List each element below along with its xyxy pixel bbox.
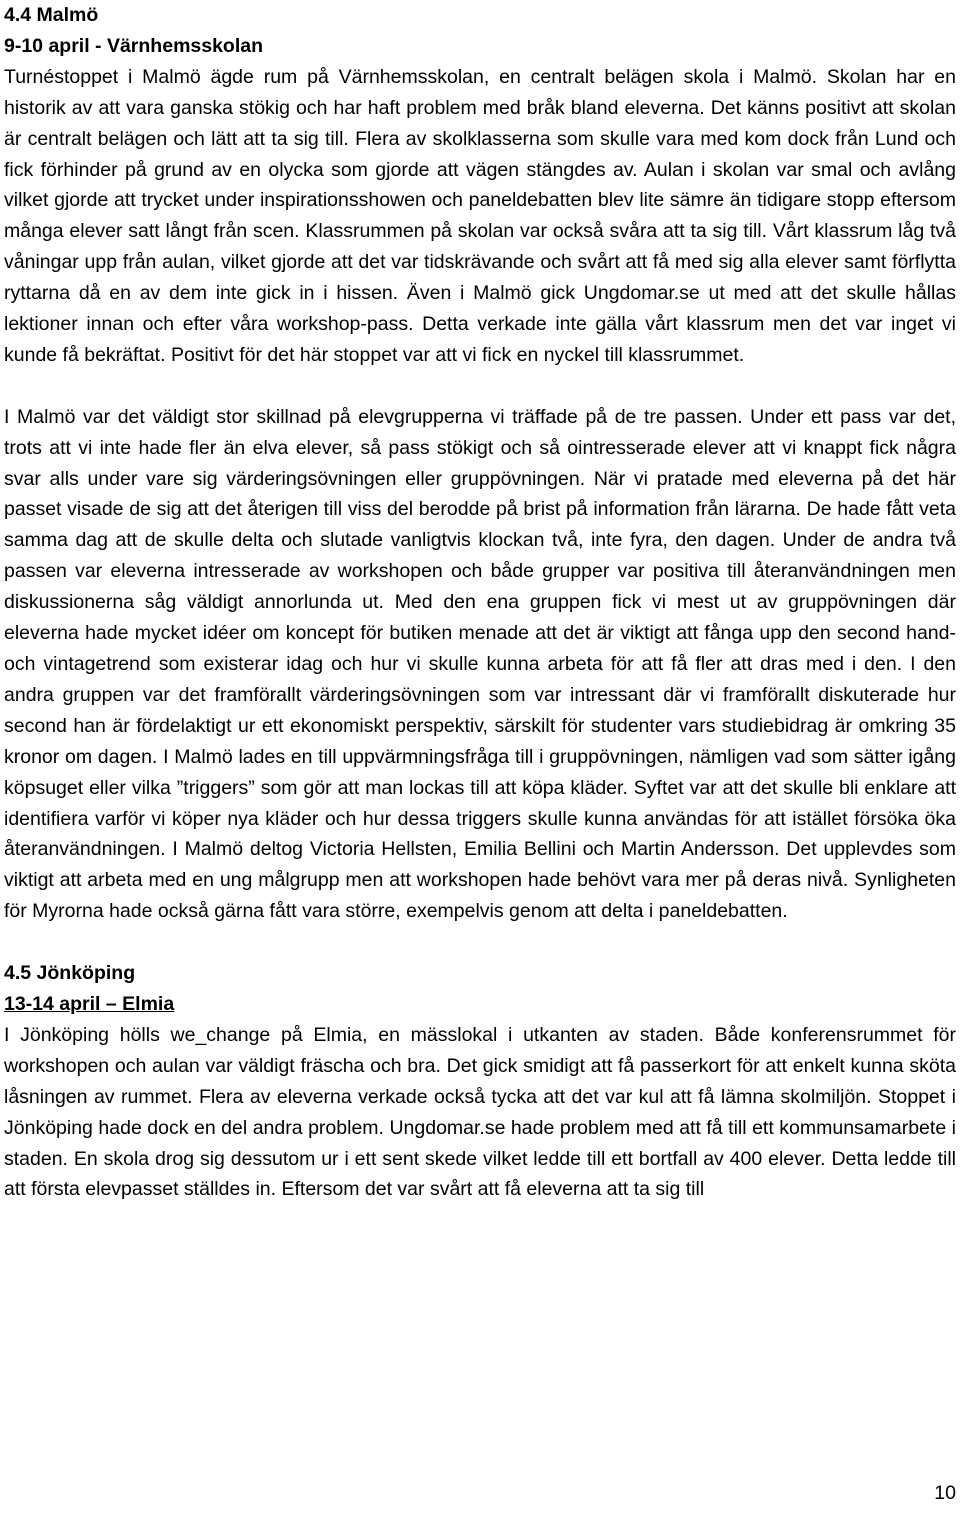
section-title: 4.5 Jönköping — [4, 962, 136, 985]
section-subtitle: 9-10 april - Värnhemsskolan — [4, 34, 264, 57]
section-title: 4.4 Malmö — [4, 4, 99, 26]
document-page — [4, 0, 956, 1205]
section-subtitle: 13-14 april – Elmia — [4, 992, 175, 1015]
section-gap — [4, 927, 956, 958]
paragraph: Turnéstoppet i Malmö ägde rum på Värnhemsskolan, en centralt belägen skola i Malmö. Skolan har en historik av att vara ganska stökig och har haft problem med bråk bland eleverna. Det känns positivt att skolan är centralt belägen och lätt att ta sig till. Flera av skolklasserna som skulle vara med kom dock från Lund och fick förhinder på grund av en olycka som gjorde att vägen stängdes av. Aulan i skolan var smal och avlång vilket gjorde att trycket under inspirationsshowen och paneldebatten blev lite sämre än tidigare stopp eftersom många elever satt långt från scen. Klassrummen på skolan var också svåra att ta sig till. Vårt klassrum låg två våningar upp från aulan, vilket gjorde att det var tidskrävande och svårt att få med sig alla elever samt förflytta ryttarna då en av dem inte gick in i hissen. Även i Malmö gick Ungdomar.se ut med att det skulle hållas lektioner innan och efter våra workshop-pass. Detta verkade inte gälla vårt klassrum men det var inget vi kunde få bekräftat. Positivt för det här stoppet var att vi fick en nyckel till klassrummet. — [4, 65, 956, 366]
paragraph: I Jönköping hölls we_change på Elmia, en mässlokal i utkanten av staden. Både konferensrummet för workshopen och aulan var väldigt fräscha och bra. Det gick smidigt att få passerkort för att enkelt kunna sköta låsningen av rummet. Flera av eleverna verkade också tycka att det var kul att få lämna skolmiljön. Stoppet i Jönköping hade dock en del andra problem. Ungdomar.se hade problem med att få till ett kommunsamarbete i staden. En skola drog sig dessutom ur i ett sent skede vilket ledde till ett bortfall av 400 elever. Detta ledde till att första elevpasset ställdes in. Eftersom det var svårt att få eleverna att ta sig till — [4, 1023, 956, 1201]
section-malmo — [4, 0, 956, 927]
paragraph: I Malmö var det väldigt stor skillnad på elevgrupperna vi träffade på de tre passen. Under ett pass var det, trots att vi inte hade fler än elva elever, så pass stökigt och så ointresserade elever att vi knappt fick några svar alls under vare sig värderingsövningen eller gruppövningen. När vi pratade med eleverna på det här passet visade de sig att det återigen till viss del berodde på brist på information från lärarna. De hade fått veta samma dag att de skulle delta och slutade vanligtvis klockan två, inte fyra, den dagen. Under de andra två passen var eleverna intresserade av workshopen och både grupper var positiva till återanvändningen men diskussionerna såg väldigt annorlunda ut. Med den ena gruppen fick vi mest ut av gruppövningen där eleverna hade mycket idéer om koncept för butiken menade att det är viktigt att fånga upp den second hand- och vintagetrend som existerar idag och hur vi skulle kunna arbeta för att få fler att dras med i den. I den andra gruppen var det framförallt värderingsövningen som var intressant där vi framförallt diskuterade hur second han är fördelaktigt ur ett ekonomiskt perspektiv, särskilt för studenter vars studiebidrag är omkring 35 kronor om dagen. I Malmö lades en till uppvärmningsfråga till i gruppövningen, nämligen vad som sätter igång köpsuget eller vilka ”triggers” som gör att man lockas till att köpa kläder. Syftet var att det skulle bli enklare att identifiera varför vi köper nya kläder och hur dessa triggers skulle kunna användas för att istället försöka öka återanvändningen. I Malmö deltog Victoria Hellsten, Emilia Bellini och Martin Andersson. Det upplevdes som viktigt att arbeta med en ung målgrupp men att workshopen hade behövt vara mer på deras nivå. Synligheten för Myrorna hade också gärna fått vara större, exempelvis genom att delta i paneldebatten. — [4, 405, 956, 923]
section-jonkoping — [4, 958, 956, 1205]
paragraph-gap — [4, 371, 956, 402]
page-number: 10 — [934, 1482, 956, 1504]
